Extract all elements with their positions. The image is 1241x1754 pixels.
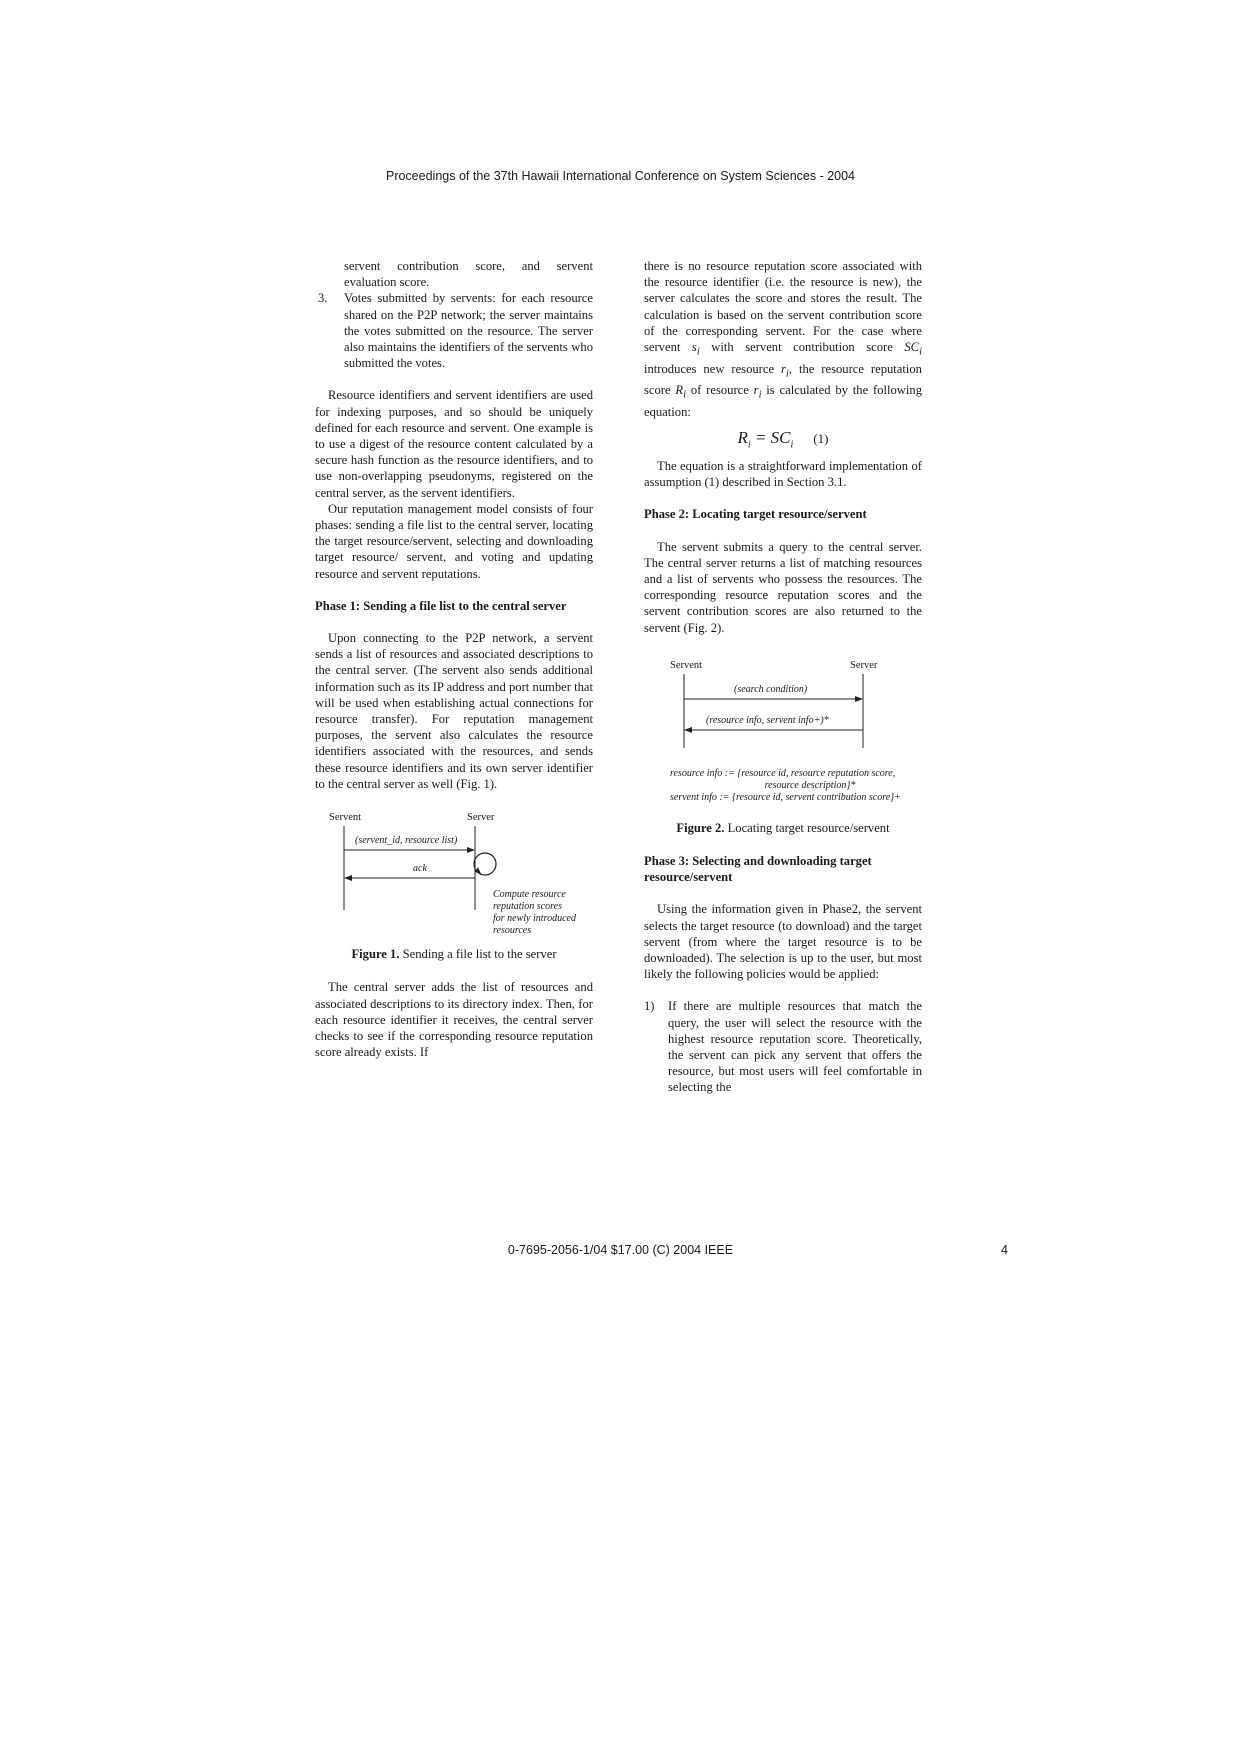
symbol-sc: SC — [904, 340, 920, 355]
symbol-r: r — [753, 383, 759, 398]
fig1-message-request: (servent_id, resource list) — [355, 835, 458, 847]
text-run: is calculated by the following equation: — [644, 383, 922, 420]
figure-1-diagram — [315, 810, 593, 946]
paragraph-identifiers: Resource identifiers and servent identifiers are used for indexing purposes, and so should be uniquely defined for each resource and servent. One example is to use a digest of the resource content calculated by a secure hash function as the resource identifiers, and to use non-overlapping pseudonyms, registered on the central server, as the servent identifiers. — [315, 388, 593, 500]
fig1-note-line-2: reputation scores — [493, 901, 562, 913]
paragraph-phase-1: Upon connecting to the P2P network, a servent sends a list of resources and associated descriptions to the central server. (The servent also sends additional information such as its IP address and port number that will be used when establishing actual connections for resource transfer). For reputation management purposes, the servent also calculates the resource identifiers associated with the resources, and sends these resource identifiers and its own server identifier to the central server as well (Fig. 1). — [315, 631, 593, 791]
servent-label: Servent — [329, 812, 362, 824]
paragraph-equation-explanation: The equation is a straightforward implementation of assumption (1) described in Section 3.1. — [644, 458, 922, 490]
paragraph-four-phases: Our reputation management model consists of four phases: sending a file list to the central server, locating the target resource/servent, selecting and downloading target resource/ servent, and voting and updating resource and servent reputations. — [315, 501, 593, 581]
paragraph-phase-2: The servent submits a query to the central server. The central server returns a list of matching resources and a list of servents who possess the resources. The corresponding resource reputation scores and the servent contribution scores are also returned to the servent (Fig. 2). — [644, 539, 922, 635]
text-run: introduces new resource — [644, 361, 781, 376]
list-number: 1) — [644, 999, 655, 1014]
fig1-note-line-1: Compute resource — [493, 889, 566, 901]
definition-servent-info: servent info := {resource id, servent contribution score}+ — [670, 791, 901, 803]
servent-label: Servent — [670, 659, 703, 671]
figure-1-label: Figure 1. — [351, 947, 400, 962]
list-item-text: Votes submitted by servents: for each resource shared on the P2P network; the server maintains the votes submitted on the resource. The server also maintains the identifiers of the servents who submitted the votes. — [344, 291, 593, 371]
list-item-continuation: servent contribution score, and servent evaluation score. — [344, 259, 593, 290]
subscript-i: i — [696, 346, 700, 358]
page-number: 4 — [1001, 1243, 1008, 1257]
fig1-note-line-3: for newly introduced — [493, 913, 576, 925]
text-run: of resource — [686, 383, 754, 398]
server-label: Server — [467, 812, 495, 824]
subscript-i: i — [919, 346, 922, 358]
figure-2-caption — [644, 820, 922, 836]
paragraph-phase-3: Using the information given in Phase2, the servent selects the target resource (to download) and the target servent (from where the target resource is to be downloaded). The selection is up to the user, but most likely the following policies would be applied: — [644, 902, 922, 982]
subscript-i: i — [785, 368, 789, 380]
section-heading-phase-1: Phase 1: Sending a file list to the central server — [315, 598, 567, 613]
text-run: with servent contribution score — [699, 340, 905, 355]
figure-2-definitions — [670, 768, 950, 804]
list-number: 3. — [318, 291, 328, 306]
section-heading-phase-2: Phase 2: Locating target resource/servent — [644, 507, 867, 522]
fig2-message-query: (search condition) — [734, 683, 808, 695]
copyright-footer: 0-7695-2056-1/04 $17.00 (C) 2004 IEEE — [507, 1243, 734, 1257]
right-column — [644, 258, 922, 1096]
text-run: , the resource reputation score — [644, 361, 922, 398]
eq-rhs-sub: i — [790, 439, 794, 451]
figure-1-caption — [315, 946, 593, 962]
equation-1 — [644, 430, 922, 454]
running-header: Proceedings of the 37th Hawaii International Conference on System Sciences - 2004 — [385, 169, 856, 183]
eq-lhs-sub: i — [747, 439, 751, 451]
list-item-3 — [315, 290, 593, 371]
figure-2-label: Figure 2. — [676, 820, 725, 835]
list-item-1 — [644, 998, 922, 1095]
symbol-r: r — [781, 361, 786, 376]
figure-2-caption-text: Locating target resource/servent — [724, 820, 890, 835]
fig1-message-ack: ack — [413, 863, 427, 875]
eq-rhs: = SC — [750, 428, 791, 448]
paragraph-score-calculation — [644, 258, 922, 420]
definition-resource-info: resource info := {resource id, resource reputation score, — [670, 767, 896, 779]
paragraph-directory-index: The central server adds the list of resources and associated descriptions to its directory index. Then, for each resource identifier it receives, the central server checks to see if the corresponding resource reputation score already exists. If — [315, 980, 593, 1060]
fig1-note-line-4: resources — [493, 925, 532, 937]
figure-2-lines — [644, 658, 922, 750]
list-item-text: If there are multiple resources that match the query, the user will select the resource with the highest resource reputation score. Theoretically, the servent can pick any servent that offers the resource, but most users will feel comfortable in selecting the — [668, 999, 922, 1095]
section-heading-phase-3: Phase 3: Selecting and downloading target resource/servent — [644, 854, 872, 885]
left-column — [315, 258, 593, 1060]
fig2-message-response: (resource info, servent info+)* — [706, 714, 829, 726]
subscript-i: i — [683, 389, 687, 401]
symbol-s: s — [691, 340, 697, 355]
equation-number: (1) — [813, 431, 829, 447]
figure-2-diagram — [644, 658, 922, 750]
figure-1-caption-text: Sending a file list to the server — [399, 947, 557, 962]
server-label: Server — [850, 659, 878, 671]
eq-lhs: R — [737, 428, 748, 448]
text-run: there is no resource reputation score associated with the resource identifier (i.e. the resource is new), the server calculates the score and stores the result. The calculation is based on the servent contribution score of the corresponding servent. For the case where servent — [644, 259, 922, 355]
symbol-R: R — [675, 383, 684, 398]
definition-resource-info-cont: resource description}* — [764, 779, 856, 791]
subscript-i: i — [758, 389, 762, 401]
